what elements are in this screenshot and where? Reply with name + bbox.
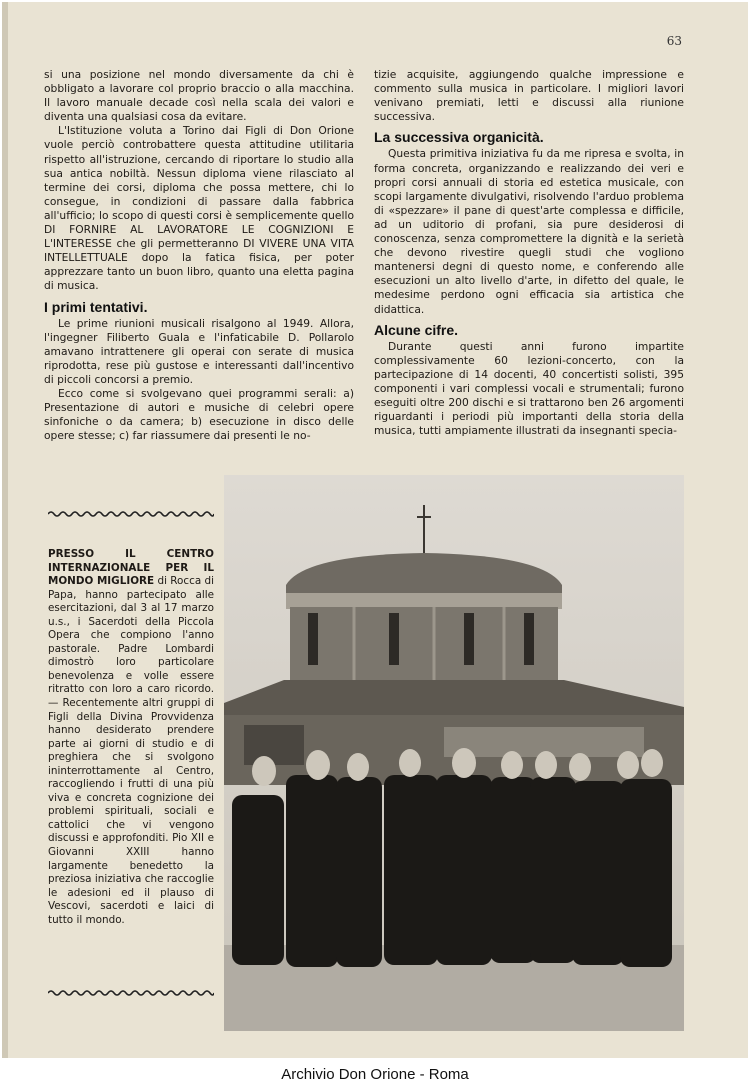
magazine-page (2, 2, 748, 1058)
paragraph: si una posizione nel mondo diversamente da chi è obbligato a lavorare col proprio braccio o alla macchina. Il lavoro manuale decade così nella scala dei valori e diventa una qualsiasi cosa da evitare. (44, 68, 354, 124)
paragraph: Ecco come si svolgevano quei programmi serali: a) Presentazione di autori e musiche di celebri opere sinfoniche o da camera; b) esecuzione in disco delle opere stesse; c) far riassumere dai presenti le no- (44, 387, 354, 443)
left-column (44, 68, 354, 443)
wavy-divider-bottom (48, 988, 214, 998)
archive-footer: Archivio Don Orione - Roma (281, 1066, 469, 1083)
photo-caption (48, 548, 214, 927)
right-column (374, 68, 684, 438)
section-heading: Alcune cifre. (374, 321, 459, 338)
paragraph: Le prime riunioni musicali risalgono al 1949. Allora, l'ingegner Filiberto Guala e l'infaticabile D. Pollarolo amavano intrattenere gli operai con serate di musica riprodotta, rese più gustose e interessanti dall'incentivo di piccoli concorsi a premio. (44, 316, 354, 386)
paragraph: L'Istituzione voluta a Torino dai Figli di Don Orione vuole perciò controbattere questa attitudine utilitaria rispetto all'istruzione, cercando di riportare lo studio alla sua antica nobiltà. Nessun diploma viene rilasciato al termine dei corsi, diploma che possa mettere, chi lo consegue, in condizioni di passare dalla fabbrica all'ufficio; lo scopo di questi corsi è semplicemente quello DI FORNIRE AL LAVORATORE LE COGNIZIONI E L'INTERESSE che gli permetteranno DI VIVERE UNA VITA INTELLETTUALE dopo la fatica fisica, per poter apprezzare tanto un buon libro, quanto una eletta pagina di musica. (44, 124, 354, 293)
group-photo (224, 475, 684, 1031)
section-heading: La successiva organicità. (374, 129, 544, 146)
caption-lead: PRESSO IL CENTRO INTERNAZIONALE PER IL MONDO MIGLIORE (48, 548, 214, 588)
paragraph: Questa primitiva iniziativa fu da me ripresa e svolta, in forma concreta, organizzando e realizzando dei veri e propri corsi annuali di storia ed estetica musicale, con scopi largamente divulgativi, risolvendo l'arduo problema di «spezzare» il pane di quest'arte complessa e difficile, ad un uditorio di profani, sia pure desiderosi di conoscenza, senza compromettere la dignità e la serietà che devono rivestire quegli studi che vogliono mantenersi degni di questo nome, e conferendo alle esecuzioni un alto livello d'arte, in difetto del quale, le medesime perdono ogni efficacia sia artistica che didattica. (374, 147, 684, 316)
paragraph: tizie acquisite, aggiungendo qualche impressione e commento sulla musica in particolare. I migliori lavori venivano premiati, letti e discussi alla riunione successiva. (374, 68, 684, 124)
caption-body: di Rocca di Papa, hanno partecipato alle esercitazioni, dal 3 al 17 marzo u.s., i Sacerdoti della Piccola Opera che compiono l'anno pastorale. Padre Lombardi dimostrò loro particolare benevolenza e volle essere ritratto con loro a caro ricordo. — Recentemente altri gruppi di Figli della Divina Provvidenza hanno desiderato prendere parte ai giorni di studio e di preghiera che si svolgono ininterrottamente al Centro, raccogliendo i frutti di una più viva e concreta cognizione dei problemi spirituali, sociali e cattolici che vi vengono discussi e approfonditi. Pio XII e Giovanni XXIII hanno largamente benedetto la preziosa iniziativa che raccoglie le adesioni ed il plauso di Vescovi, sacerdoti e laici di tutto il mondo. (48, 575, 214, 926)
page-number: 63 (666, 34, 682, 48)
section-heading: I primi tentativi. (44, 298, 148, 315)
wavy-divider-top (48, 509, 214, 519)
paragraph: Durante questi anni furono impartite complessivamente 60 lezioni-concerto, con la partecipazione di 14 docenti, 40 concertisti solisti, 395 componenti i vari complessi vocali e strumentali; furono eseguiti oltre 200 dischi e si trattarono ben 26 argomenti riguardanti i periodi più importanti della storia della musica, tutti ampiamente illustrati da insegnanti specia- (374, 339, 684, 438)
